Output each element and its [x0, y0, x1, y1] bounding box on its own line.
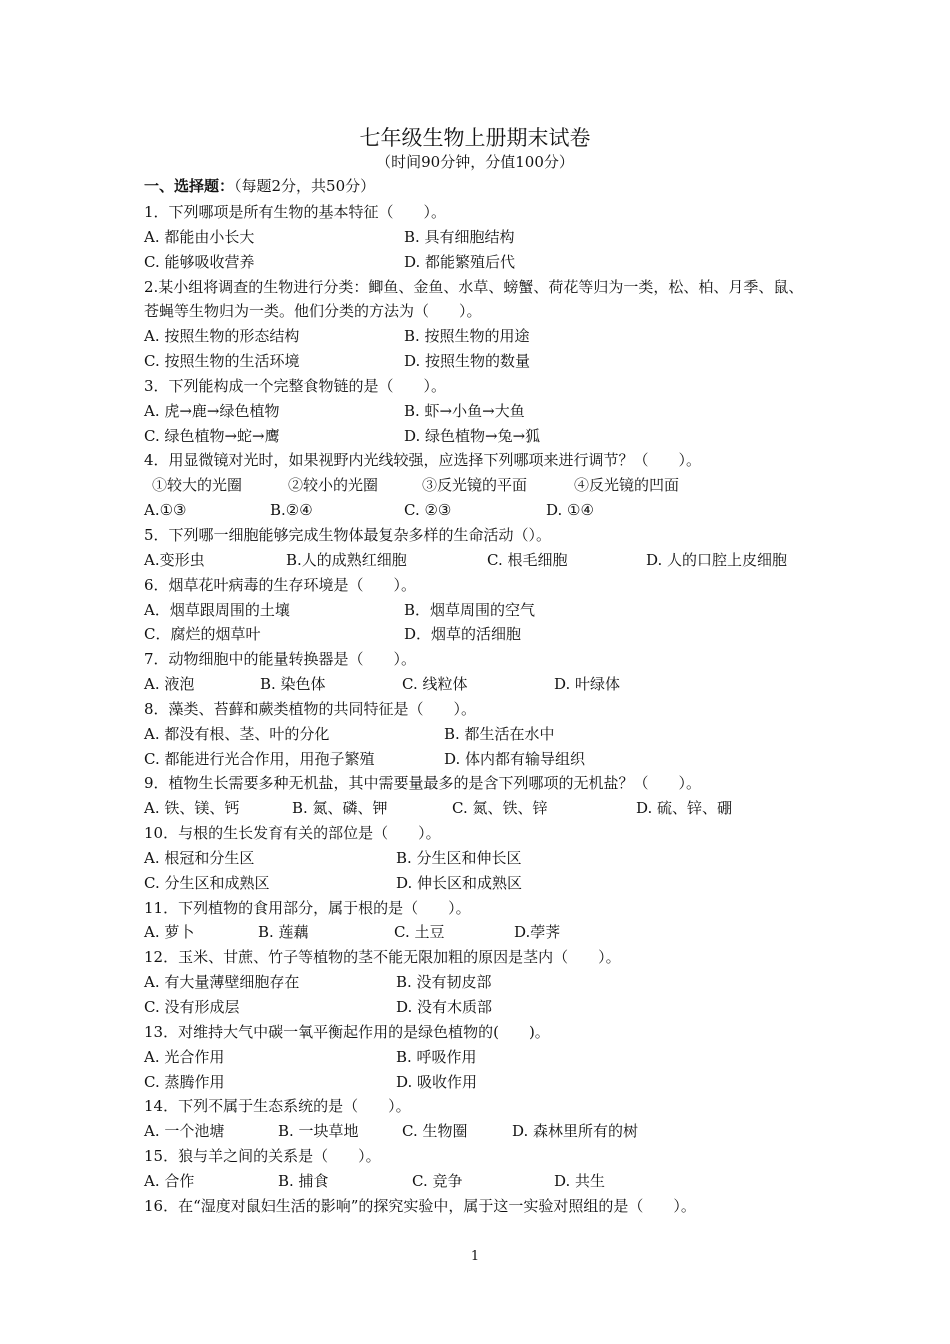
question-line: 16．在“湿度对鼠妇生活的影响”的探究实验中，属于这一实验对照组的是（ ）。 [144, 1196, 696, 1215]
question-text [144, 374, 834, 399]
answer-options [144, 225, 834, 250]
option-item: B. 按照生物的用途 [404, 327, 530, 346]
option-item: A. 有大量薄壁细胞存在 [144, 973, 300, 992]
answer-options [144, 970, 834, 995]
option-item: B．烟草周围的空气 [404, 600, 536, 619]
option-item: D. 都能繁殖后代 [404, 252, 516, 271]
option-item: B. 染色体 [260, 675, 326, 694]
answer-options [144, 250, 834, 275]
option-item: C. 没有形成层 [144, 998, 240, 1016]
question-line: 2.某小组将调查的生物进行分类：鲫鱼、金鱼、水草、螃蟹、荷花等归为一类，松、柏、月季、鼠、 [144, 277, 804, 296]
option-item: A. 都没有根、茎、叶的分化 [144, 724, 330, 743]
answer-options [144, 622, 834, 647]
option-item: B. 呼吸作用 [396, 1047, 477, 1066]
question-text [144, 448, 834, 473]
option-item: B. 虾→小鱼→大鱼 [404, 401, 525, 420]
page-number: 1 [470, 1249, 480, 1264]
option-item: B. 具有细胞结构 [404, 227, 515, 246]
option-item: D．烟草的活细胞 [404, 625, 522, 644]
option-item: A. 合作 [144, 1171, 195, 1190]
question-text [144, 573, 834, 598]
option-item: A. 光合作用 [144, 1047, 225, 1066]
question-line: 8．藻类、苔藓和蕨类植物的共同特征是（ ）。 [144, 699, 477, 718]
option-item: B. 都生活在水中 [444, 724, 555, 743]
option-item: A. 都能由小长大 [144, 227, 255, 246]
question-line: 7．动物细胞中的能量转换器是（ ）。 [144, 650, 417, 669]
option-item: D. 人的口腔上皮细胞 [646, 550, 788, 569]
section-heading [144, 175, 375, 197]
option-item: C. 蒸腾作用 [144, 1072, 225, 1091]
question-text [144, 697, 834, 722]
question-text [144, 945, 834, 970]
option-item: C. 根毛细胞 [487, 550, 568, 569]
option-item: ③反光镜的平面 [422, 476, 528, 495]
option-item: C. 都能进行光合作用，用孢子繁殖 [144, 749, 375, 768]
option-item: D. 共生 [554, 1171, 606, 1190]
option-item: C. 线粒体 [402, 675, 468, 694]
option-item: D. 森林里所有的树 [512, 1122, 639, 1141]
answer-options [144, 424, 834, 449]
answer-options [144, 747, 834, 772]
option-item: C. 能够吸收营养 [144, 252, 255, 271]
question-text [144, 1020, 834, 1045]
answer-options [144, 1169, 834, 1194]
question-text [144, 299, 834, 324]
option-item: C. 绿色植物→蛇→鹰 [144, 426, 280, 445]
answer-options [144, 598, 834, 623]
question-text [144, 771, 834, 796]
option-item: B.人的成熟红细胞 [286, 550, 407, 569]
option-item: B. 一块草地 [278, 1122, 359, 1141]
answer-options [144, 399, 834, 424]
answer-options [144, 473, 834, 498]
answer-options [144, 846, 834, 871]
question-line: 4．用显微镜对光时，如果视野内光线较强，应选择下列哪项来进行调节？（ ）。 [144, 451, 702, 470]
question-text [144, 1144, 834, 1169]
section-note: （每题2分，共50分） [234, 177, 376, 195]
option-item: D. ①④ [546, 501, 594, 520]
option-item: B. 没有韧皮部 [396, 973, 492, 992]
question-line: 10．与根的生长发育有关的部位是（ ）。 [144, 824, 441, 843]
option-item: C．腐烂的烟草叶 [144, 625, 261, 644]
question-text [144, 821, 834, 846]
answer-options [144, 548, 834, 573]
question-line: 苍蝇等生物归为一类。他们分类的方法为（ ）。 [144, 302, 482, 321]
option-item: A. 液泡 [144, 675, 195, 694]
option-item: C. 按照生物的生活环境 [144, 352, 300, 371]
option-item: D.荸荠 [514, 923, 561, 942]
section-title: 一、选择题： [144, 177, 235, 195]
option-item: A. 铁、镁、钙 [144, 799, 240, 818]
option-item: A. 萝卜 [144, 923, 195, 942]
option-item: B. 莲藕 [258, 923, 309, 942]
answer-options [144, 722, 834, 747]
option-item: D. 没有木质部 [396, 998, 493, 1016]
option-item: A.变形虫 [144, 550, 205, 569]
question-text [144, 200, 834, 225]
question-line: 3．下列能构成一个完整食物链的是（ ）。 [144, 376, 447, 395]
option-item: D. 吸收作用 [396, 1072, 478, 1091]
option-item: B. 捕食 [278, 1171, 329, 1190]
answer-options [144, 349, 834, 374]
answer-options [144, 871, 834, 896]
option-item: C. 土豆 [394, 923, 445, 942]
question-text [144, 523, 834, 548]
option-item: C. 分生区和成熟区 [144, 873, 270, 892]
option-item: D. 伸长区和成熟区 [396, 873, 523, 892]
question-list [144, 200, 834, 1219]
answer-options [144, 796, 834, 821]
option-item: C. 氮、铁、锌 [452, 799, 548, 818]
question-text [144, 1094, 834, 1119]
option-item: ④反光镜的凹面 [574, 476, 680, 495]
option-item: D. 按照生物的数量 [404, 352, 531, 371]
exam-title: 七年级生物上册期末试卷 [359, 126, 591, 150]
option-item: A.①③ [144, 501, 187, 520]
answer-options [144, 1119, 834, 1144]
option-item: C. 生物圈 [402, 1122, 468, 1141]
option-item: D. 体内都有输导组织 [444, 749, 586, 768]
option-item: A. 根冠和分生区 [144, 848, 255, 867]
answer-options [144, 1045, 834, 1070]
answer-options [144, 498, 834, 523]
option-item: A. 一个池塘 [144, 1122, 225, 1141]
exam-subtitle: （时间90分钟，分值100分） [376, 153, 574, 171]
question-line: 14．下列不属于生态系统的是（ ）。 [144, 1097, 411, 1116]
answer-options [144, 920, 834, 945]
option-item: ②较小的光圈 [288, 476, 379, 495]
question-text [144, 647, 834, 672]
question-line: 12．玉米、甘蔗、竹子等植物的茎不能无限加粗的原因是茎内（ ）。 [144, 948, 621, 967]
option-item: A. 虎→鹿→绿色植物 [144, 401, 280, 420]
option-item: A．烟草跟周围的土壤 [144, 600, 290, 619]
option-item: B.②④ [270, 501, 313, 520]
option-item: D. 绿色植物→兔→狐 [404, 426, 541, 445]
question-text [144, 1194, 834, 1219]
question-line: 15．狼与羊之间的关系是（ ）。 [144, 1147, 381, 1166]
answer-options [144, 1070, 834, 1095]
option-item: D. 硫、锌、硼 [636, 799, 733, 818]
answer-options [144, 324, 834, 349]
question-line: 9．植物生长需要多种无机盐，其中需要量最多的是含下列哪项的无机盐？（ ）。 [144, 774, 702, 793]
option-item: ①较大的光圈 [152, 476, 243, 495]
option-item: C. 竞争 [412, 1171, 463, 1190]
question-text [144, 275, 834, 300]
answer-options [144, 672, 834, 697]
option-item: A. 按照生物的形态结构 [144, 327, 300, 346]
question-line: 11．下列植物的食用部分，属于根的是（ ）。 [144, 898, 471, 917]
question-line: 13．对维持大气中碳一氧平衡起作用的是绿色植物的( )。 [144, 1022, 550, 1041]
answer-options [144, 995, 834, 1020]
question-text [144, 896, 834, 921]
question-line: 6．烟草花叶病毒的生存环境是（ ）。 [144, 575, 417, 594]
question-line: 5．下列哪一细胞能够完成生物体最复杂多样的生命活动（）。 [144, 525, 552, 544]
option-item: D. 叶绿体 [554, 675, 621, 694]
option-item: C. ②③ [404, 501, 452, 520]
option-item: B. 分生区和伸长区 [396, 848, 522, 867]
option-item: B. 氮、磷、钾 [292, 799, 388, 818]
question-line: 1．下列哪项是所有生物的基本特征（ ）。 [144, 203, 447, 221]
